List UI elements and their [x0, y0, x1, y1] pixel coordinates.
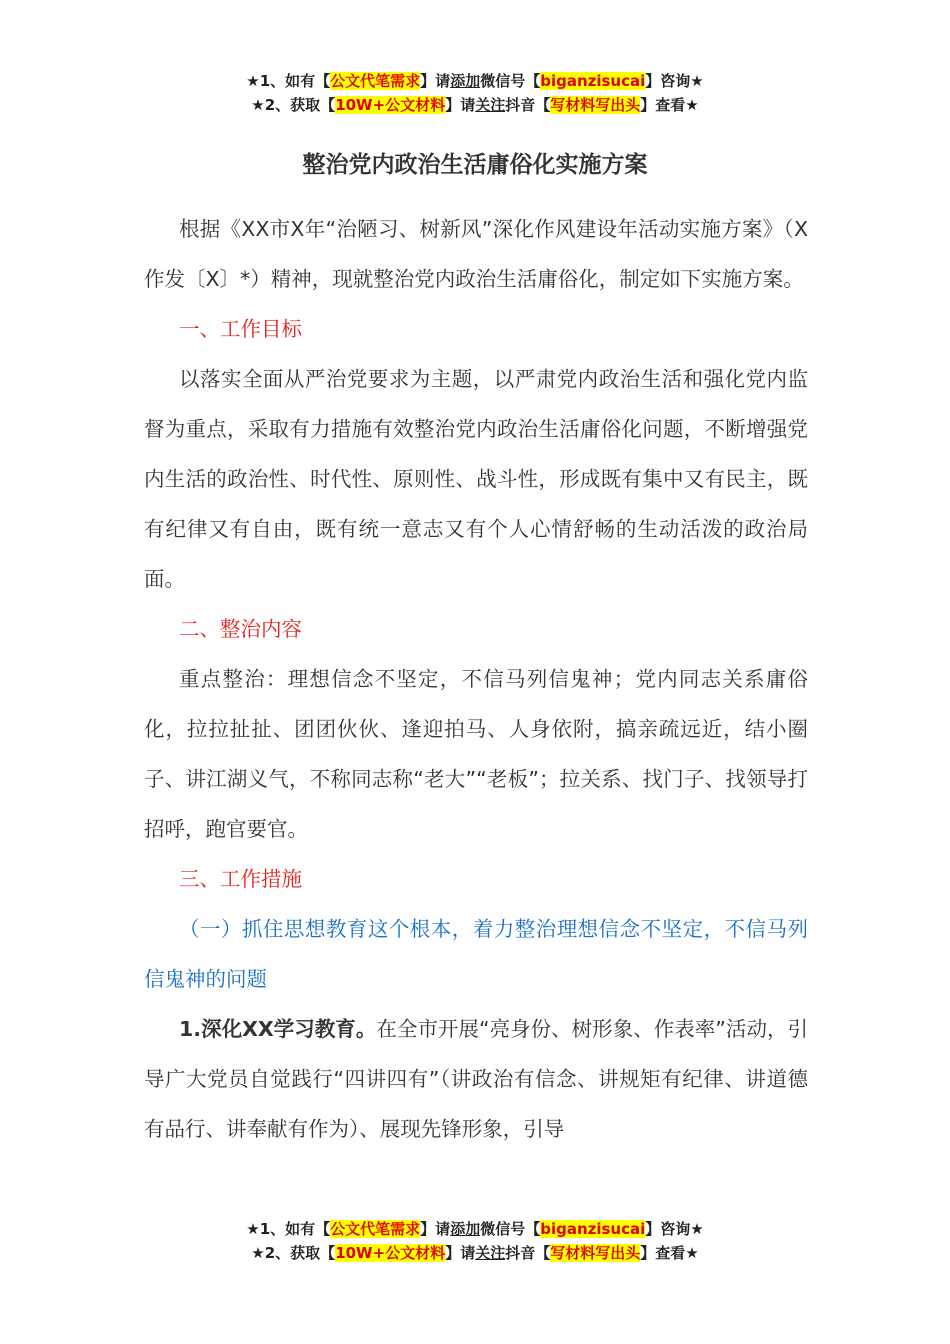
highlight-douyin-id: 写材料写出头 — [550, 96, 641, 114]
promo-underline: 添加 — [450, 72, 481, 90]
highlight-service: 公文代笔需求 — [330, 1220, 421, 1238]
promo-text: 】请 — [445, 96, 476, 114]
promo-text: ★2、获取【 — [251, 1244, 336, 1262]
goals-paragraph: 以落实全面从严治党要求为主题，以严肃党内政治生活和强化党内监督为重点，采取有力措施有效整治党内政治生活庸俗化问题，不断增强党内生活的政治性、时代性、原则性、战斗性，形成既有集中又有民主，既有纪律又有自由，既有统一意志又有个人心情舒畅的生动活泼的政治局面。 — [144, 367, 808, 591]
document-title: 整治党内政治生活庸俗化实施方案 — [302, 152, 648, 178]
promo-underline: 关注 — [475, 96, 506, 114]
content-paragraph: 重点整治：理想信念不坚定，不信马列信鬼神；党内同志关系庸俗化，拉拉扯扯、团团伙伙、逢迎拍马、人身依附，搞亲疏远近，结小圈子、讲江湖义气，不称同志称“老大”“老板”；拉关系、找门子、找领导打招呼，跑官要官。 — [144, 667, 808, 841]
subsection-heading-education: （一）抓住思想教育这个根本，着力整治理想信念不坚定，不信马列信鬼神的问题 — [144, 917, 808, 991]
promo-text: 抖音【 — [505, 96, 551, 114]
promo-line-1 — [0, 69, 950, 93]
promo-text: 抖音【 — [505, 1244, 551, 1262]
promo-text: 】请 — [445, 1244, 476, 1262]
item-paragraph-1 — [144, 1004, 808, 1154]
promo-text: ★1、如有【 — [246, 72, 331, 90]
item-title: 1.深化XX学习教育。 — [179, 1017, 377, 1041]
promo-underline: 添加 — [450, 1220, 481, 1238]
promo-text: 】查看★ — [640, 96, 699, 114]
document-body — [144, 204, 808, 1154]
promo-text: 】咨询★ — [645, 1220, 704, 1238]
promo-line-2 — [0, 93, 950, 117]
intro-paragraph: 根据《XX市X年“治陋习、树新风”深化作风建设年活动实施方案》（X作发〔X〕*）精神，现就整治党内政治生活庸俗化，制定如下实施方案。 — [144, 217, 808, 291]
section-heading-goals: 一、工作目标 — [179, 317, 302, 341]
item-body: 在全市开展“亮身份、树形象、作表率”活动，引导广大党员自觉践行“四讲四有”（讲政治有信念、讲规矩有纪律、讲道德有品行、讲奉献有作为）、展现先锋形象，引导 — [144, 1017, 808, 1141]
highlight-wechat-id: biganzisucai — [540, 1220, 646, 1238]
promo-text: ★1、如有【 — [246, 1220, 331, 1238]
promo-text: 微信号【 — [480, 72, 541, 90]
promo-underline: 关注 — [475, 1244, 506, 1262]
promo-text: 微信号【 — [480, 1220, 541, 1238]
promo-notice-bottom — [0, 1217, 950, 1265]
highlight-douyin-id: 写材料写出头 — [550, 1244, 641, 1262]
section-heading-measures: 三、工作措施 — [179, 867, 302, 891]
promo-text: ★2、获取【 — [251, 96, 336, 114]
promo-line-1 — [0, 1217, 950, 1241]
highlight-materials: 10W+公文材料 — [335, 96, 446, 114]
promo-text: 】咨询★ — [645, 72, 704, 90]
highlight-service: 公文代笔需求 — [330, 72, 421, 90]
promo-text: 】查看★ — [640, 1244, 699, 1262]
section-heading-content: 二、整治内容 — [179, 617, 302, 641]
highlight-wechat-id: biganzisucai — [540, 72, 646, 90]
promo-text: 】请 — [420, 72, 451, 90]
promo-line-2 — [0, 1241, 950, 1265]
highlight-materials: 10W+公文材料 — [335, 1244, 446, 1262]
promo-text: 】请 — [420, 1220, 451, 1238]
promo-notice-top — [0, 69, 950, 117]
